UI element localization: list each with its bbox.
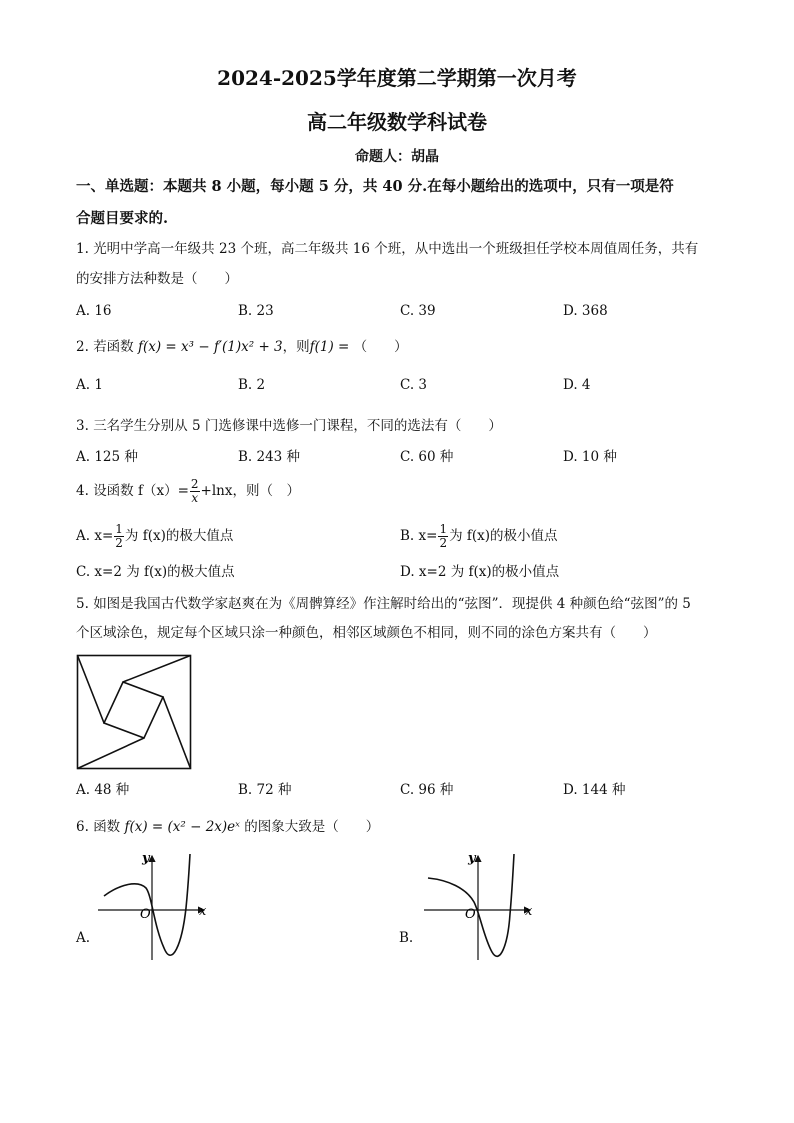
origin-label: O: [465, 907, 476, 922]
question-number: 3.: [76, 418, 89, 434]
formula: f(x) = x³ − f′(1)x² + 3: [137, 339, 283, 355]
fraction: $\frac{1}{2}$: [115, 522, 123, 550]
question-text: 函数: [93, 819, 121, 835]
origin-label: O: [140, 907, 151, 922]
question-text: （ ）: [353, 339, 408, 355]
q3-option-d: D. 10 种: [563, 449, 617, 465]
q3-option-a: A. 125 种: [76, 449, 138, 465]
fraction: $\frac{2}{x}$: [190, 477, 199, 505]
q1-option-b: B. 23: [238, 303, 274, 319]
q3-option-b: B. 243 种: [238, 449, 301, 465]
q4-option-a: A. x= $\frac{1}{2}$ 为 f(x)的极大值点: [76, 522, 234, 550]
q6-graph-a: [92, 848, 222, 968]
question-1-line1: [76, 236, 698, 262]
q1-option-c: C. 39: [400, 303, 436, 319]
q2-option-b: B. 2: [238, 377, 266, 393]
q2-option-d: D. 4: [563, 377, 591, 393]
q5-option-d: D. 144 种: [563, 782, 626, 798]
q6-graph-b: [418, 848, 548, 968]
question-text: 三名学生分别从 5 门选修课中选修一门课程，不同的选法有（ ）: [93, 418, 502, 434]
formula: f(x) = (x² − 2x)eˣ: [124, 819, 240, 835]
question-number: 2.: [76, 339, 89, 355]
section-heading-line2: 合题目要求的.: [76, 210, 169, 227]
q4-option-d: D. x=2 为 f(x)的极小值点: [400, 564, 560, 580]
question-number: 4.: [76, 483, 89, 499]
question-text: ，则: [282, 339, 310, 355]
q6-option-a: A.: [76, 930, 91, 946]
question-number: 1.: [76, 241, 89, 257]
question-5-line2: 个区域涂色，规定每个区域只涂一种颜色，相邻区域颜色不相同，则不同的涂色方案共有（ ）: [76, 625, 657, 641]
q4-option-b: B. x= $\frac{1}{2}$ 为 f(x)的极小值点: [400, 522, 558, 550]
question-2-line1: [76, 334, 408, 360]
q6-option-b: B.: [399, 930, 414, 946]
question-number: 6.: [76, 819, 89, 835]
y-axis-label: y: [142, 851, 150, 866]
xian-tu-diagram: [76, 654, 192, 770]
question-6-line1: [76, 814, 379, 840]
q2-option-c: C. 3: [400, 377, 428, 393]
q5-option-a: A. 48 种: [76, 782, 130, 798]
question-text: 光明中学高一年级共 23 个班，高二年级共 16 个班，从中选出一个班级担任学校本周值周任务，共有: [93, 241, 699, 257]
y-axis-label: y: [468, 851, 476, 866]
exam-title: 2024-2025学年度第二学期第一次月考: [217, 66, 577, 90]
exam-subtitle: 高二年级数学科试卷: [307, 110, 487, 134]
q1-option-d: D. 368: [563, 303, 608, 319]
q2-option-a: A. 1: [76, 377, 103, 393]
question-5-line1: [76, 591, 691, 617]
question-3-line1: [76, 413, 502, 439]
section-heading-line1: 一、单选题：本题共 8 小题，每小题 5 分，共 40 分.在每小题给出的选项中，只有一项是符: [76, 178, 674, 195]
question-4-line1: [76, 478, 300, 505]
question-text: 设函数 f（x）=: [93, 483, 189, 499]
q3-option-c: C. 60 种: [400, 449, 454, 465]
question-1-line2: 的安排方法种数是（ ）: [76, 271, 238, 287]
fraction: $\frac{1}{2}$: [439, 522, 448, 550]
question-number: 5.: [76, 596, 89, 612]
question-text: +lnx，则（ ）: [200, 483, 300, 499]
question-text: 的图象大致是（ ）: [244, 819, 380, 835]
question-text: 若函数: [93, 339, 134, 355]
x-axis-label: x: [525, 904, 533, 919]
q1-option-a: A. 16: [76, 303, 112, 319]
question-text: 如图是我国古代数学家赵爽在为《周髀算经》作注解时给出的“弦图”．现提供 4 种颜色给“弦图”的 5: [93, 596, 691, 612]
q5-option-b: B. 72 种: [238, 782, 292, 798]
q4-option-c: C. x=2 为 f(x)的极大值点: [76, 564, 235, 580]
exam-author: 命题人：胡晶: [355, 149, 439, 165]
x-axis-label: x: [199, 904, 207, 919]
q5-option-c: C. 96 种: [400, 782, 454, 798]
formula: f(1) =: [309, 339, 350, 355]
